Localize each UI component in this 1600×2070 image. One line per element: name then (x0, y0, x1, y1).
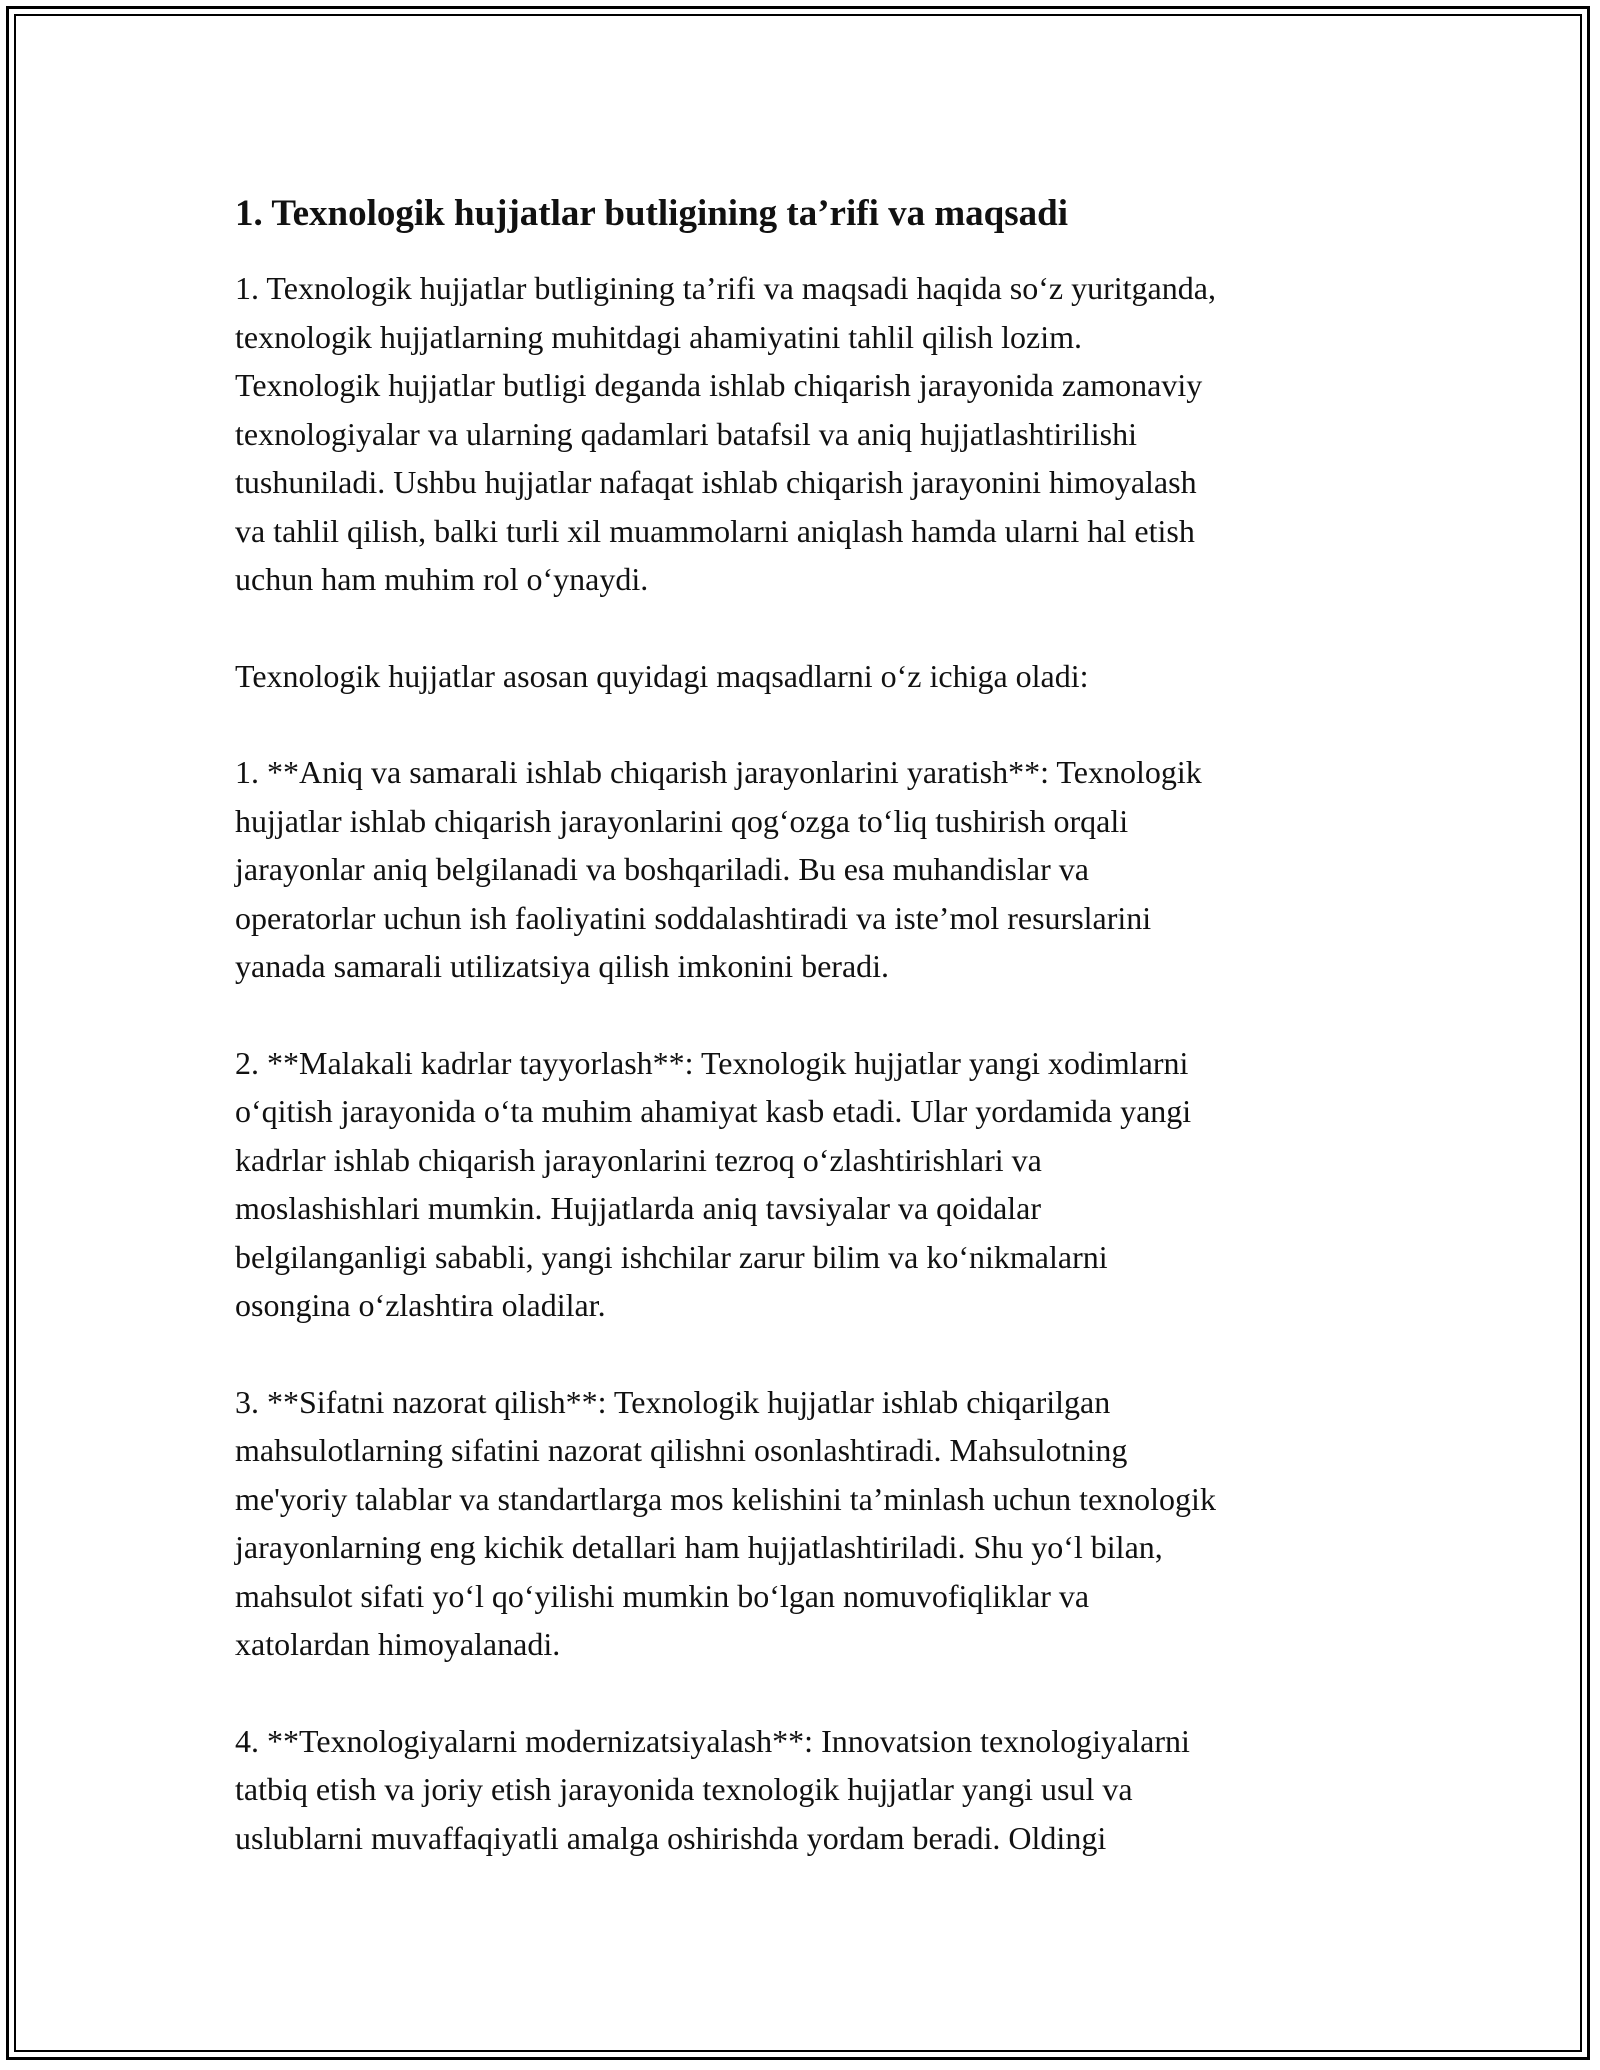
text-line: belgilanganligi sababli, yangi ishchilar zarur bilim va ko‘nikmalarni (235, 1238, 1108, 1275)
text-line: operatorlar uchun ish faoliyatini soddalashtiradi va iste’mol resurslarini (235, 899, 1152, 936)
text-line: va tahlil qilish, balki turli xil muammolarni aniqlash hamda ularni hal etish (235, 512, 1195, 549)
text-line: 1. **Aniq va samarali ishlab chiqarish jarayonlarini yaratish**: Texnologik (235, 754, 1202, 790)
text-line: osongina o‘zlashtira oladilar. (235, 1287, 606, 1323)
text-line: 4. **Texnologiyalarni modernizatsiyalash**: Innovatsion texnologiyalarni (235, 1722, 1190, 1759)
text-line: texnologiyalar va ularning qadamlari batafsil va aniq hujjatlashtirilishi (235, 415, 1137, 452)
text-line: o‘qitish jarayonida o‘ta muhim ahamiyat kasb etadi. Ular yordamida yangi (235, 1093, 1192, 1129)
text-line: moslashishlari mumkin. Hujjatlarda aniq tavsiyalar va qoidalar (235, 1190, 1042, 1226)
text-line: 1. Texnologik hujjatlar butligining ta’rifi va maqsadi haqida so‘z yuritganda, (235, 270, 1216, 306)
text-line: Texnologik hujjatlar asosan quyidagi maqsadlarni o‘z ichiga oladi: (235, 657, 1089, 694)
text-line: xatolardan himoyalanadi. (235, 1626, 561, 1662)
section-heading: 1. Texnologik hujjatlar butligining ta’rifi va maqsadi (235, 193, 1069, 234)
paragraph-intro (235, 264, 1385, 604)
text-line: me'yoriy talablar va standartlarga mos kelishini ta’minlash uchun texnologik (235, 1480, 1216, 1517)
document-body (235, 186, 1385, 1910)
text-line: mahsulot sifati yo‘l qo‘yilishi mumkin bo‘lgan nomuvofiqliklar va (235, 1577, 1090, 1614)
text-line: 3. **Sifatni nazorat qilish**: Texnologik hujjatlar ishlab chiqarilgan (235, 1383, 1111, 1420)
text-line: kadrlar ishlab chiqarish jarayonlarini tezroq o‘zlashtirishlari va (235, 1141, 1042, 1178)
text-line: texnologik hujjatlarning muhitdagi ahamiyatini tahlil qilish lozim. (235, 318, 1082, 355)
paragraph-goals-intro (235, 652, 1385, 701)
paragraph-goal-1 (235, 748, 1385, 991)
paragraph-goal-4 (235, 1717, 1385, 1863)
text-line: uchun ham muhim rol o‘ynaydi. (235, 561, 649, 597)
text-line: jarayonlarning eng kichik detallari ham hujjatlashtiriladi. Shu yo‘l bilan, (235, 1529, 1163, 1565)
paragraph-goal-2 (235, 1039, 1385, 1330)
text-line: yanada samarali utilizatsiya qilish imkonini beradi. (235, 948, 890, 984)
text-line: tushuniladi. Ushbu hujjatlar nafaqat ishlab chiqarish jarayonini himoyalash (235, 464, 1197, 500)
text-line: Texnologik hujjatlar butligi deganda ishlab chiqarish jarayonida zamonaviy (235, 367, 1203, 403)
text-line: tatbiq etish va joriy etish jarayonida texnologik hujjatlar yangi usul va (235, 1771, 1133, 1807)
text-line: hujjatlar ishlab chiqarish jarayonlarini qog‘ozga to‘liq tushirish orqali (235, 802, 1129, 839)
text-line: mahsulotlarning sifatini nazorat qilishni osonlashtiradi. Mahsulotning (235, 1432, 1128, 1468)
paragraph-goal-3 (235, 1378, 1385, 1669)
text-line: jarayonlar aniq belgilanadi va boshqariladi. Bu esa muhandislar va (235, 851, 1089, 887)
text-line: uslublarni muvaffaqiyatli amalga oshirishda yordam beradi. Oldingi (235, 1819, 1107, 1856)
text-line: 2. **Malakali kadrlar tayyorlash**: Texnologik hujjatlar yangi xodimlarni (235, 1044, 1189, 1081)
